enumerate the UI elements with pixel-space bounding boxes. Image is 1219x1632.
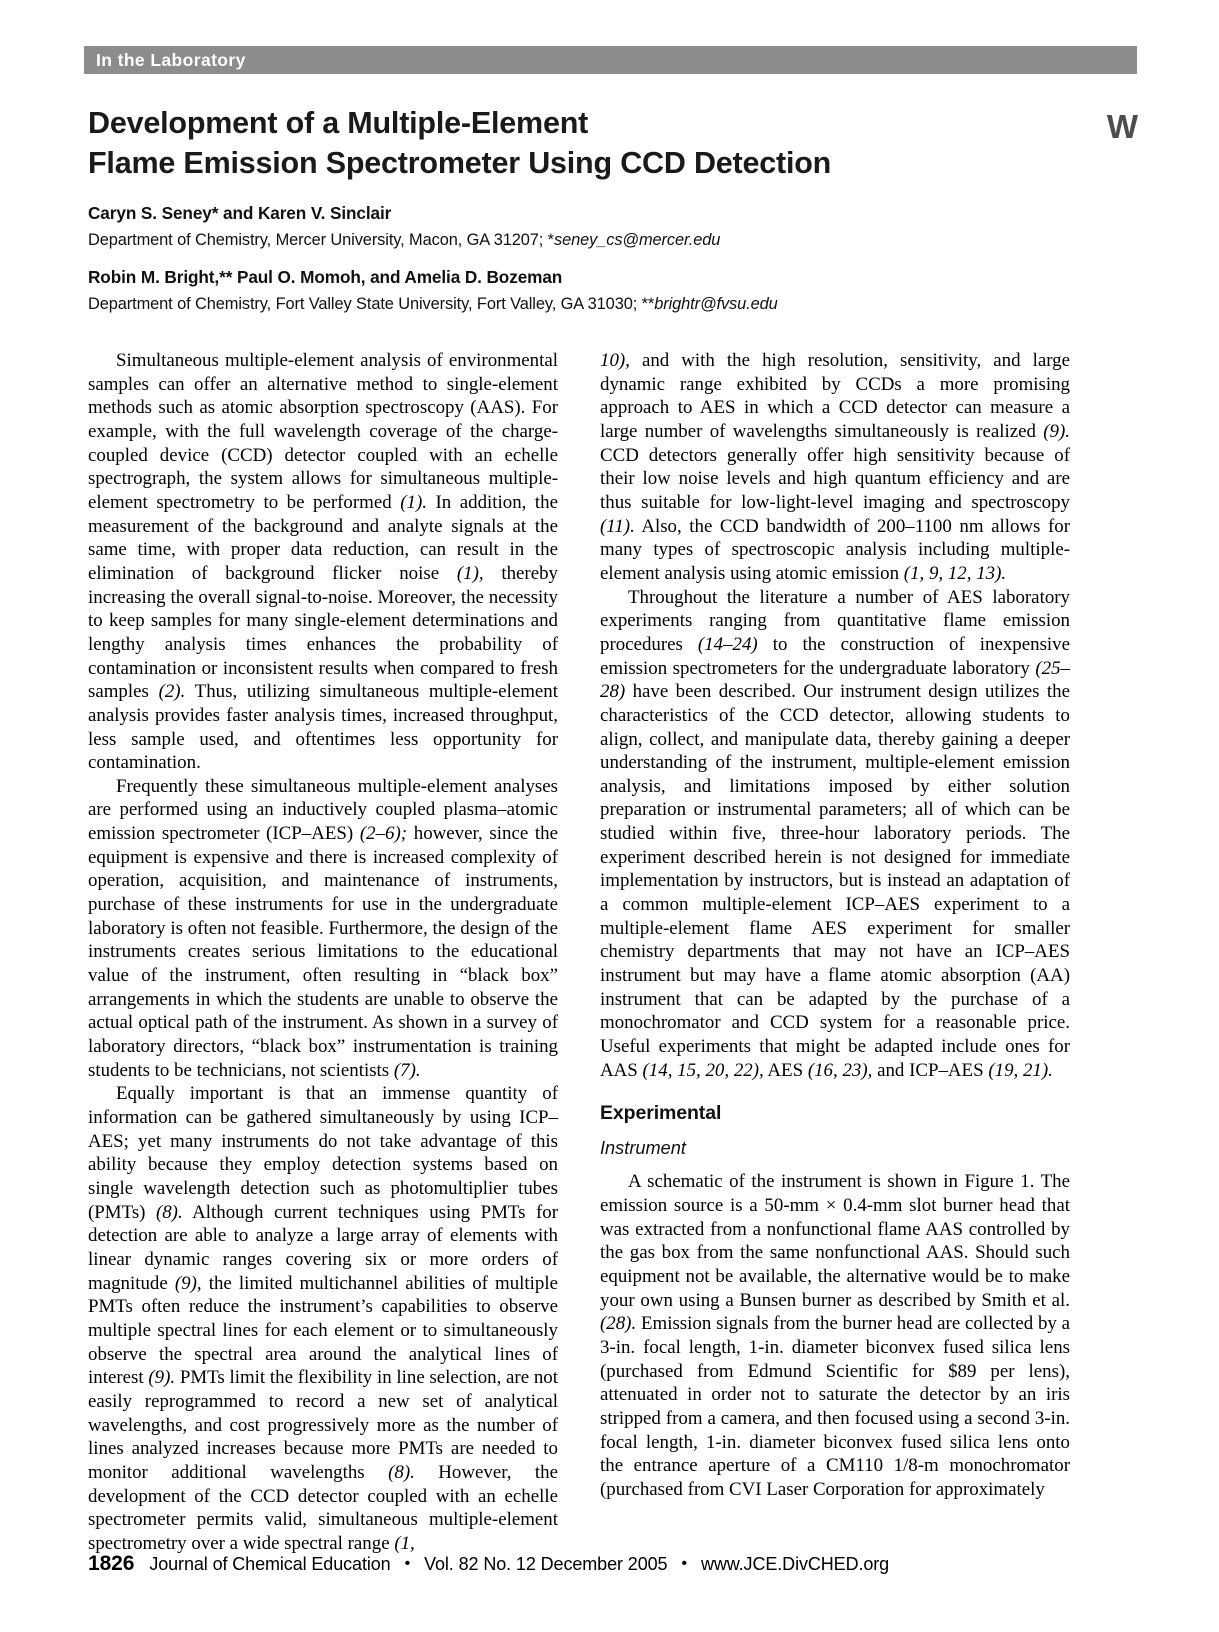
citation-ref: (1).	[400, 491, 427, 513]
citation-ref: (1),	[456, 562, 484, 584]
citation-ref: (11).	[600, 515, 635, 537]
author-block	[88, 201, 1088, 329]
paragraph-text: and with the high resolution, sensitivity, and large dynamic range exhibited by CCDs a more promising approach to AES in which a CCD detector can measure a large number of wavelengths simultaneously is realized	[600, 350, 1070, 442]
paragraph-text: thereby increasing the overall signal-to-noise. Moreover, the necessity to keep samples for many single-element determinations and lengthy analysis times enhances the probability of contamination or inconsistent results when compared to fresh samples	[88, 562, 558, 703]
paragraph	[600, 1170, 1070, 1501]
footer-page-number: 1826	[88, 1552, 135, 1575]
footer-issue-info: Vol. 82 No. 12 December 2005	[424, 1554, 668, 1574]
subsection-heading-instrument: Instrument	[600, 1138, 686, 1159]
running-head-label: In the Laboratory	[96, 49, 246, 70]
paragraph-text: CCD detectors generally offer high sensitivity because of their low noise levels and high quantum efficiency and are thus suitable for low-light-level imaging and spectroscopy	[600, 444, 1070, 513]
citation-ref: (19, 21).	[988, 1059, 1053, 1081]
affiliation-text: Department of Chemistry, Mercer University, Macon, GA 31207; *	[88, 231, 554, 249]
paragraph	[600, 586, 1070, 1083]
paragraph-text: to the construction of inexpensive emission spectrometers for the undergraduate laboratory	[600, 633, 1071, 679]
page-footer	[88, 1552, 1137, 1576]
citation-ref: (25–28)	[600, 657, 1070, 703]
article-body	[88, 349, 1137, 1554]
paragraph-text: Also, the CCD bandwidth of 200–1100 nm allows for many types of spectroscopic analysis including multiple-element analysis using atomic emission	[600, 515, 1070, 584]
page-title	[88, 103, 968, 183]
paragraph-text: In addition, the measurement of the background and analyte signals at the same time, with proper data reduction, can result in the elimination of background flicker noise	[88, 491, 558, 584]
citation-ref: (8).	[388, 1461, 415, 1483]
paragraph-text: However, the development of the CCD detector coupled with an echelle spectrometer permits valid, simultaneous multiple-element spectrometry over a wide spectral range	[88, 1461, 558, 1554]
footer-separator-dot-icon: •	[681, 1555, 687, 1572]
paragraph-text: however, since the equipment is expensive and there is increased complexity of operation, acquisition, and maintenance of instruments, purchase of these instruments for use in the undergraduate laboratory is often not feasible. Furthermore, the design of the instruments creates serious limitations to the educational value of the instrument, often resulting in “black box” arrangements in which the students are unable to observe the actual optical path of the instrument. As shown in a survey of laboratory directors, “black box” instrumentation is training students to be technicians, not scientists	[88, 823, 558, 1081]
citation-ref: 10),	[600, 350, 630, 371]
paragraph-text: Throughout the literature a number of AES laboratory experiments ranging from quantitative flame emission procedures	[600, 586, 1070, 655]
footer-separator-dot-icon: •	[404, 1555, 411, 1572]
citation-ref: (9).	[1043, 420, 1070, 442]
author-group	[88, 265, 1088, 316]
citation-ref: (14–24)	[697, 633, 758, 655]
body-column-right	[600, 349, 1071, 1500]
author-names: Caryn S. Seney* and Karen V. Sinclair	[88, 203, 392, 223]
article-title-line-2: Flame Emission Spectrometer Using CCD Detection	[88, 146, 832, 180]
citation-ref: (28).	[600, 1313, 637, 1335]
paragraph-text: Emission signals from the burner head are collected by a 3-in. focal length, 1-in. diameter biconvex fused silica lens (purchased from Edmund Scientific for $89 per lens), attenuated in order not to saturate the detector by an iris stripped from a camera, and then focused using a second 3-in. focal length, 1-in. diameter biconvex fused silica lens onto the entrance aperture of a CM110 1/8-m monochromator (purchased from CVI Laser Corporation for approximately	[600, 1313, 1070, 1500]
author-names: Robin M. Bright,** Paul O. Momoh, and Amelia D. Bozeman	[88, 267, 563, 287]
citation-ref: (14, 15, 20, 22),	[642, 1059, 764, 1081]
paragraph-text: Simultaneous multiple-element analysis of environmental samples can offer an alternative method to single-element methods such as atomic absorption spectroscopy (AAS). For example, with the full wavelength coverage of the charge-coupled device (CCD) detector coupled with an echelle spectrograph, the system allows for simultaneous multiple-element spectrometry to be performed	[88, 350, 558, 513]
paragraph-text: Thus, utilizing simultaneous multiple-element analysis provides faster analysis times, increased throughput, less sample used, and oftentimes less opportunity for contamination.	[88, 681, 558, 774]
paragraph-text: Although current techniques using PMTs for detection are able to analyze a large array of elements with linear dynamic ranges covering six or more orders of magnitude	[88, 1201, 558, 1294]
paragraph	[88, 775, 558, 1083]
citation-ref: (1, 9, 12, 13).	[903, 562, 1007, 584]
footer-website-url[interactable]: www.JCE.DivCHED.org	[700, 1554, 890, 1574]
citation-ref: (9).	[148, 1367, 176, 1389]
citation-ref: (8).	[155, 1201, 183, 1223]
running-head-banner	[84, 46, 1137, 74]
citation-ref: (1,	[394, 1532, 415, 1554]
paragraph-text: the limited multichannel abilities of multiple PMTs often reduce the instrument’s capabilities to observe multiple spectral lines for each element or to simultaneously observe the spectral area around the analytical lines of interest	[88, 1272, 559, 1389]
author-email[interactable]: seney_cs@mercer.edu	[553, 231, 721, 249]
author-email[interactable]: brightr@fvsu.edu	[654, 295, 778, 313]
affiliation-text: Department of Chemistry, Fort Valley State University, Fort Valley, GA 31030; **	[88, 295, 655, 313]
footer-journal-name: Journal of Chemical Education	[149, 1554, 391, 1574]
author-affiliation	[88, 293, 1088, 316]
author-group	[88, 201, 1088, 252]
paragraph-text: Equally important is that an immense quantity of information can be gathered simultaneously by using ICP–AES; yet many instruments do not take advantage of this ability because they employ detection systems based on single wavelength detection such as photomultiplier tubes (PMTs)	[88, 1083, 558, 1223]
section-heading-experimental: Experimental	[600, 1102, 722, 1125]
paragraph-text: and ICP–AES	[872, 1059, 989, 1081]
body-column-left	[88, 349, 559, 1554]
paragraph-text: A schematic of the instrument is shown in Figure 1. The emission source is a 50-mm × 0.4-mm slot burner head that was extracted from a nonfunctional flame AAS controlled by the gas box from the same nonfunctional AAS. Should such equipment not be available, the alternative would be to make your own using a Bunsen burner as described by Smith et al.	[600, 1171, 1070, 1311]
article-title-line-1: Development of a Multiple-Element	[88, 106, 589, 140]
title-block	[88, 103, 1137, 183]
citation-ref: (2–6);	[359, 823, 408, 845]
web-supplement-w-icon: W	[1106, 108, 1137, 145]
paragraph	[88, 1082, 558, 1555]
citation-ref: (7).	[393, 1059, 421, 1081]
paragraph-text: have been described. Our instrument design utilizes the characteristics of the CCD detector, allowing students to align, collect, and manipulate data, thereby gaining a deeper understanding of the instrument, multiple-element emission analysis, and limitations imposed by either solution preparation or instrumental parameters; all of which can be studied within five, three-hour laboratory periods. The experiment described herein is not designed for immediate implementation by instructors, but is instead an adaptation of a common multiple-element ICP–AES experiment to a multiple-element flame AES experiment for smaller chemistry departments that may not have an ICP–AES instrument but may have a flame atomic absorption (AA) instrument that can be adapted by the purchase of a monochromator and CCD system for a reasonable price. Useful experiments that might be adapted include ones for AAS	[600, 681, 1070, 1081]
paragraph-text: Frequently these simultaneous multiple-element analyses are performed using an inductively coupled plasma–atomic emission spectrometer (ICP–AES)	[88, 775, 558, 845]
paragraph-text: AES	[763, 1059, 808, 1081]
paragraph	[600, 349, 1070, 586]
author-affiliation	[88, 229, 1088, 252]
paragraph	[88, 349, 558, 775]
paragraph-text: PMTs limit the flexibility in line selection, are not easily reprogrammed to record a new set of analytical wavelengths, and cost progressively more as the number of lines analyzed increases because more PMTs are needed to monitor additional wavelengths	[88, 1367, 558, 1483]
citation-ref: (2).	[158, 681, 186, 703]
citation-ref: (9),	[174, 1272, 202, 1294]
citation-ref: (16, 23),	[807, 1059, 873, 1081]
